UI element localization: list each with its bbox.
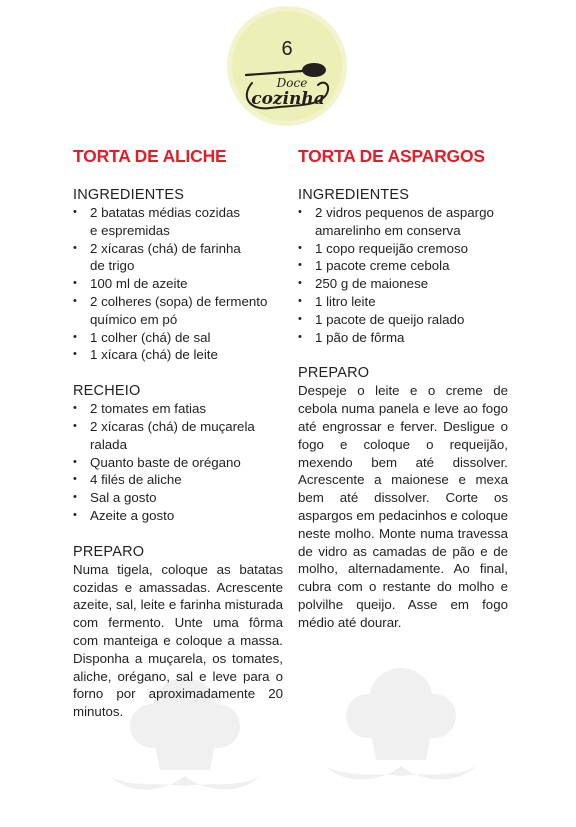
prep-text: Numa tigela, coloque as batatas cozidas e amassadas. Acrescente azeite, sal, leite e farinha misturada com fermento. Unte uma fôrma com manteiga e coloque a massa. Disponha a muçarela, os tomates, aliche, orégano, sal e leve para o forno por aproximadamente 20 minutos. [73, 561, 283, 720]
page-badge [226, 5, 348, 127]
chef-hat-watermark-right [326, 658, 476, 788]
list-item: • 1 xícara (chá) de leite [73, 347, 218, 363]
list-item: • Azeite a gosto [73, 507, 175, 523]
list-item: • 1 pão de fôrma [298, 329, 405, 345]
list-item: • 2 tomates em fatias [73, 401, 207, 417]
list-item: • 1 copo requeijão cremoso [298, 240, 469, 256]
list-item: • 1 pacote de queijo ralado [298, 311, 465, 327]
page-number: 6 [281, 38, 293, 60]
list-item: • 2 vidros pequenos de aspargo amarelinho em conserva [298, 205, 494, 238]
logo-line2: cozinha [251, 89, 325, 109]
prep-text: Despeje o leite e o creme de cebola numa panela e leve ao fogo até engrossar e ferver. Desligue o fogo e coloque o requeijão, mexendo bem até dissolver. Acrescente a maionese e mexa bem até dissolver. Corte os aspargos em pedacinhos e coloque neste molho. Monte numa travessa de vidro as camadas de pão e de molho, alternadamente. Ao final, cubra com o restante do molho e polvilhe queijo. Asse em fogo médio até dourar. [298, 383, 508, 630]
list-item: • Quanto baste de orégano [73, 454, 241, 470]
logo-line1: Doce [276, 76, 308, 90]
list-item: • 2 xícaras (chá) de farinha de trigo [73, 240, 241, 274]
list-item: • 2 xícaras (chá) de muçarela ralada [73, 418, 255, 452]
list-item: • Sal a gosto [73, 490, 157, 506]
list-item: • 1 colher (chá) de sal [73, 329, 211, 345]
prep-heading: PREPARO [73, 543, 145, 560]
recipe-title: TORTA DE ASPARGOS [298, 146, 485, 166]
list-item: • 1 litro leite [298, 293, 376, 309]
list-item: • 2 colheres (sopa) de fermento químico em pó [73, 293, 268, 327]
list-item: • 100 ml de azeite [73, 276, 188, 292]
recipe-aspargos [298, 146, 508, 632]
recipe-aliche [73, 146, 283, 721]
badge-circle [226, 5, 348, 127]
recipe-title: TORTA DE ALICHE [73, 146, 227, 166]
filling-heading: RECHEIO [73, 383, 141, 400]
list-item: • 1 pacote creme cebola [298, 258, 450, 274]
ingredients-list [73, 204, 283, 364]
filling-list [73, 400, 283, 525]
prep-heading: PREPARO [298, 365, 370, 382]
ingredients-heading: INGREDIENTES [73, 187, 185, 203]
list-item: • 4 filés de aliche [73, 472, 182, 488]
ingredients-heading: INGREDIENTES [298, 187, 410, 203]
list-item: • 2 batatas médias cozidas e espremidas [73, 205, 241, 238]
list-item: • 250 g de maionese [298, 276, 429, 292]
ingredients-list [298, 204, 508, 346]
